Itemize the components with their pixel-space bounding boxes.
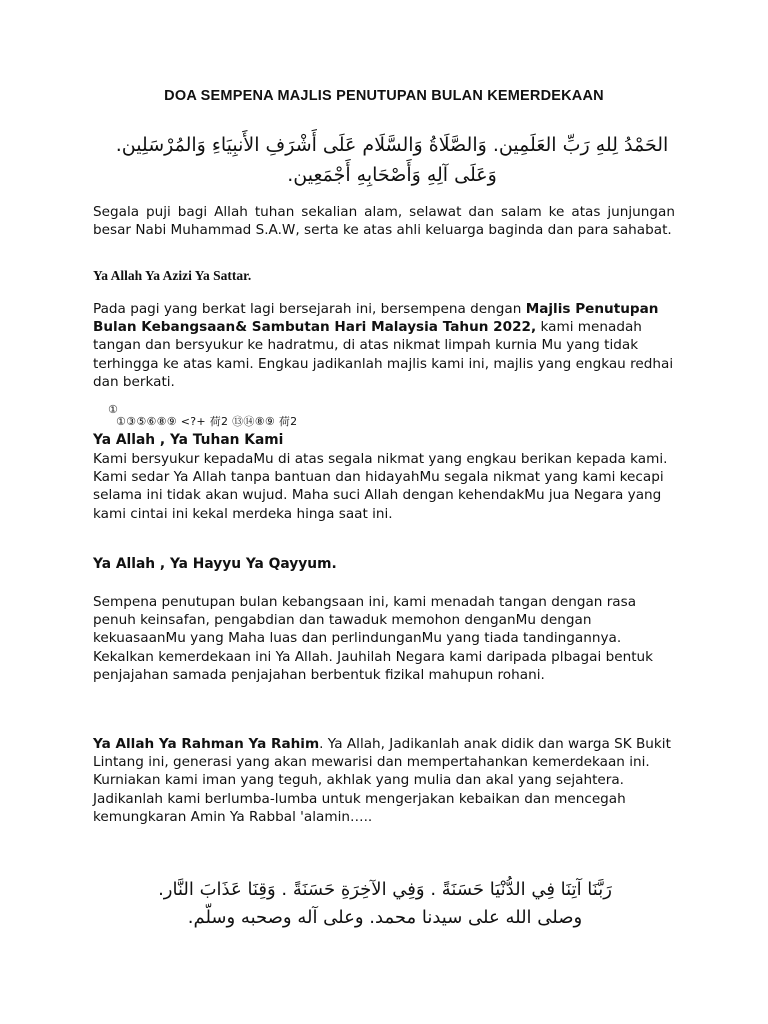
para2-text-after: kami menadah tangan dan bersyukur ke hadratmu, di atas nikmat limpah kurnia Mu yang tidak terhingga ke atas kami. Engkau jadikanlah majlis kami ini, majlis yang engkau redhai dan berkati.	[93, 319, 674, 390]
para5-text: . Ya Allah, Jadikanlah anak didik dan warga SK Bukit Lintang ini, generasi yang akan mewarisi dan mempertahankan kemerdekaan ini. Kurniakan kami iman yang teguh, akhlak yang mulia dan akal yang sejahtera. Jadikanlah kami berlumba-lumba untuk mengerjakan kebaikan dan mencegah kemungkaran Amin Ya Rabbal 'alamin…..	[93, 736, 671, 825]
invocation-line: Ya Allah Ya Azizi Ya Sattar.	[93, 268, 252, 283]
document-title: DOA SEMPENA MAJLIS PENUTUPAN BULAN KEMERDEKAAN	[164, 88, 604, 104]
paragraph-independence-prayer: Sempena penutupan bulan kebangsaan ini, kami menadah tangan dengan rasa penuh keinsafan, pengabdian dan tawaduk memohon denganMu dengan kekuasaanMu yang Maha luas dan perlindunganMu yang tiada tandingannya. Kekalkan kemerdekaan ini Ya Allah. Jauhilah Negara kami daripada plbagai bentuk penjajahan samada penjajahan berbentuk fizikal mahupun rohani.	[93, 594, 654, 683]
arabic-closing-line-2: وصلى الله على سيدنا محمد. وعلى آله وصحبه وسلّم.	[187, 907, 583, 928]
paragraph-praise: Segala puji bagi Allah tuhan sekalian alam, selawat dan salam ke atas junjungan besar Nabi Muhammad S.A.W, serta ke atas ahli keluarga baginda dan para sahabat.	[93, 204, 675, 239]
heading-ya-tuhan-kami: Ya Allah , Ya Tuhan Kami	[93, 432, 284, 448]
heading-hayyu-qayyum: Ya Allah , Ya Hayyu Ya Qayyum.	[93, 556, 337, 572]
arabic-opening: الحَمْدُ لِلهِ رَبِّ العَلَمِين. وَالصَّلَاةُ وَالسَّلَام عَلَى أَشْرَفِ الأَنبِيَاءِ وَالمُرْسَلِين. وَعَلَى آلِهِ وَأَصْحَابِهِ أَجْمَعِين.	[115, 134, 669, 186]
paragraph-occasion	[93, 300, 675, 391]
paragraph-gratitude: Kami bersyukur kepadaMu di atas segala nikmat yang engkau berikan kepada kami. Kami sedar Ya Allah tanpa bantuan dan hidayahMu segala nikmat yang kami kecapi selama ini tidak akan wujud. Maha suci Allah dengan kehendakMu jua Negara yang kami cintai ini kekal merdeka hinga saat ini.	[93, 451, 668, 522]
garbled-glyph-line-2: ①③⑤⑥⑧⑨ <?+ 荷2 ⑬⑭⑧⑨ 荷2	[116, 415, 298, 428]
garbled-glyph-line-1: ①	[108, 403, 118, 416]
arabic-closing-line-1: رَبَّنَا آتِنَا فِي الدُّنْيَا حَسَنَةً . وَفِي الآخِرَةِ حَسَنَةً . وَقِنَا عَذَابَ النَّار.	[158, 879, 612, 900]
para2-event-name: Majlis Penutupan Bulan Kebangsaan& Sambutan Hari Malaysia Tahun 2022,	[93, 301, 659, 336]
arabic-closing	[150, 876, 620, 932]
paragraph-students-prayer	[93, 735, 675, 826]
para5-invocation: Ya Allah Ya Rahman Ya Rahim	[93, 736, 320, 752]
para2-text-before: Pada pagi yang berkat lagi bersejarah ini, bersempena dengan	[93, 301, 526, 317]
